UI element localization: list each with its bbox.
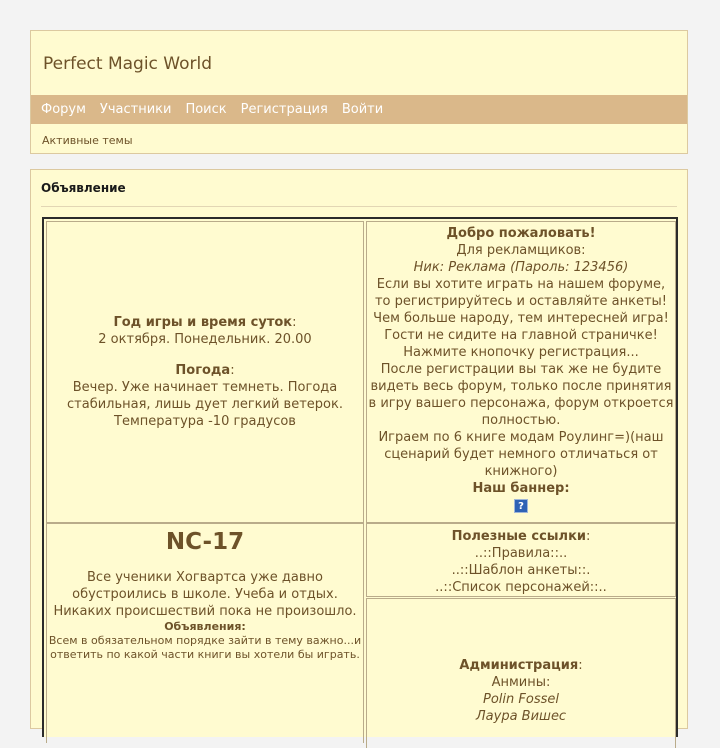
welcome-line: После регистрации вы так же не будите <box>380 362 662 377</box>
game-time-heading: Год игры и время суток <box>113 315 293 330</box>
admin-name[interactable]: Лаура Вишес <box>475 709 567 724</box>
rules-link[interactable]: ..::Правила::.. <box>474 546 568 561</box>
welcome-line: Гости не сидите на главной страничке! <box>384 328 658 343</box>
weather-heading: Погода <box>175 363 231 378</box>
weather-line: Температура -10 градусов <box>114 414 296 429</box>
welcome-line: то регистрируйтесь и оставляйте анкеты! <box>374 294 668 309</box>
admins-label: Анмины: <box>491 675 551 690</box>
welcome-heading: Добро пожаловать! <box>446 226 596 241</box>
weather-line: стабильная, лишь дует легкий ветерок. <box>67 397 343 412</box>
game-time-text: 2 октября. Понедельник. 20.00 <box>98 332 312 347</box>
admin-name[interactable]: Polin Fossel <box>483 692 559 707</box>
character-list-link[interactable]: ..::Список персонажей::.. <box>435 580 607 595</box>
nav-item-login[interactable]: Войти <box>341 102 384 117</box>
ads-label: Для рекламщиков: <box>456 243 586 258</box>
nav-item-members[interactable]: Участники <box>99 102 172 117</box>
announcement-title: Объявление <box>41 181 126 195</box>
announcement-table <box>42 217 678 737</box>
administration-cell: Администрация: Анмины: Polin Fossel Лаура Вишес <box>366 598 676 748</box>
active-topics-link[interactable]: Активные темы <box>42 134 133 147</box>
rating-line: Никаких происшествий пока не произошло. <box>53 604 357 619</box>
useful-links-heading: Полезные ссылки <box>451 529 586 544</box>
nav-item-register[interactable]: Регистрация <box>240 102 328 117</box>
weather-line: Вечер. Уже начинает темнеть. Погода <box>72 380 338 395</box>
time-weather-cell: Год игры и время суток: 2 октября. Понедельник. 20.00 Погода: Вечер. Уже начинает темнеть. Погода стабильная, лишь дует легкий ветерок. Температура -10 градусов <box>46 221 364 523</box>
welcome-line: в игру вашего персонажа, форум откроется <box>368 396 674 411</box>
welcome-line: Нажмите кнопочку регистрация... <box>403 345 639 360</box>
header-panel <box>30 30 688 154</box>
welcome-line: полностью. <box>481 413 561 428</box>
useful-links-cell: Полезные ссылки: ..::Правила::.. ..::Шаблон анкеты::. ..::Список персонажей::.. <box>366 523 676 597</box>
welcome-line: книжного) <box>484 464 558 479</box>
welcome-line: Если вы хотите играть на нашем форуме, <box>376 277 666 292</box>
welcome-line: видеть весь форум, только после принятия <box>370 379 672 394</box>
ads-credentials: Ник: Реклама (Пароль: 123456) <box>413 260 629 275</box>
question-mark-icon[interactable]: ? <box>514 499 528 513</box>
rating-cell <box>46 523 364 743</box>
announcement-panel <box>30 169 688 729</box>
rating-label: NC-17 <box>165 529 245 555</box>
administration-heading: Администрация <box>459 658 579 673</box>
site-title[interactable]: Perfect Magic World <box>43 54 213 74</box>
divider <box>41 206 677 207</box>
welcome-cell <box>366 221 676 523</box>
notice-line: Всем в обязательном порядке зайти в тему важно...и <box>48 634 362 647</box>
notices-heading: Объявления: <box>164 620 246 633</box>
welcome-line: Чем больше народу, тем интересней игра! <box>373 311 669 326</box>
notice-line: ответить по какой части книги вы хотели бы играть. <box>50 648 360 661</box>
banner-heading: Наш баннер: <box>472 481 570 496</box>
nav-item-forum[interactable]: Форум <box>41 102 86 117</box>
profile-template-link[interactable]: ..::Шаблон анкеты::. <box>451 563 591 578</box>
rating-line: Все ученики Хогвартса уже давно <box>87 570 323 585</box>
nav-item-search[interactable]: Поиск <box>185 102 227 117</box>
main-navigation <box>31 95 687 124</box>
welcome-line: сценарий будет немного отличаться от <box>384 447 658 462</box>
rating-line: обустроились в школе. Учеба и отдых. <box>72 587 338 602</box>
welcome-line: Играем по 6 книге модам Роулинг=)(наш <box>378 430 664 445</box>
